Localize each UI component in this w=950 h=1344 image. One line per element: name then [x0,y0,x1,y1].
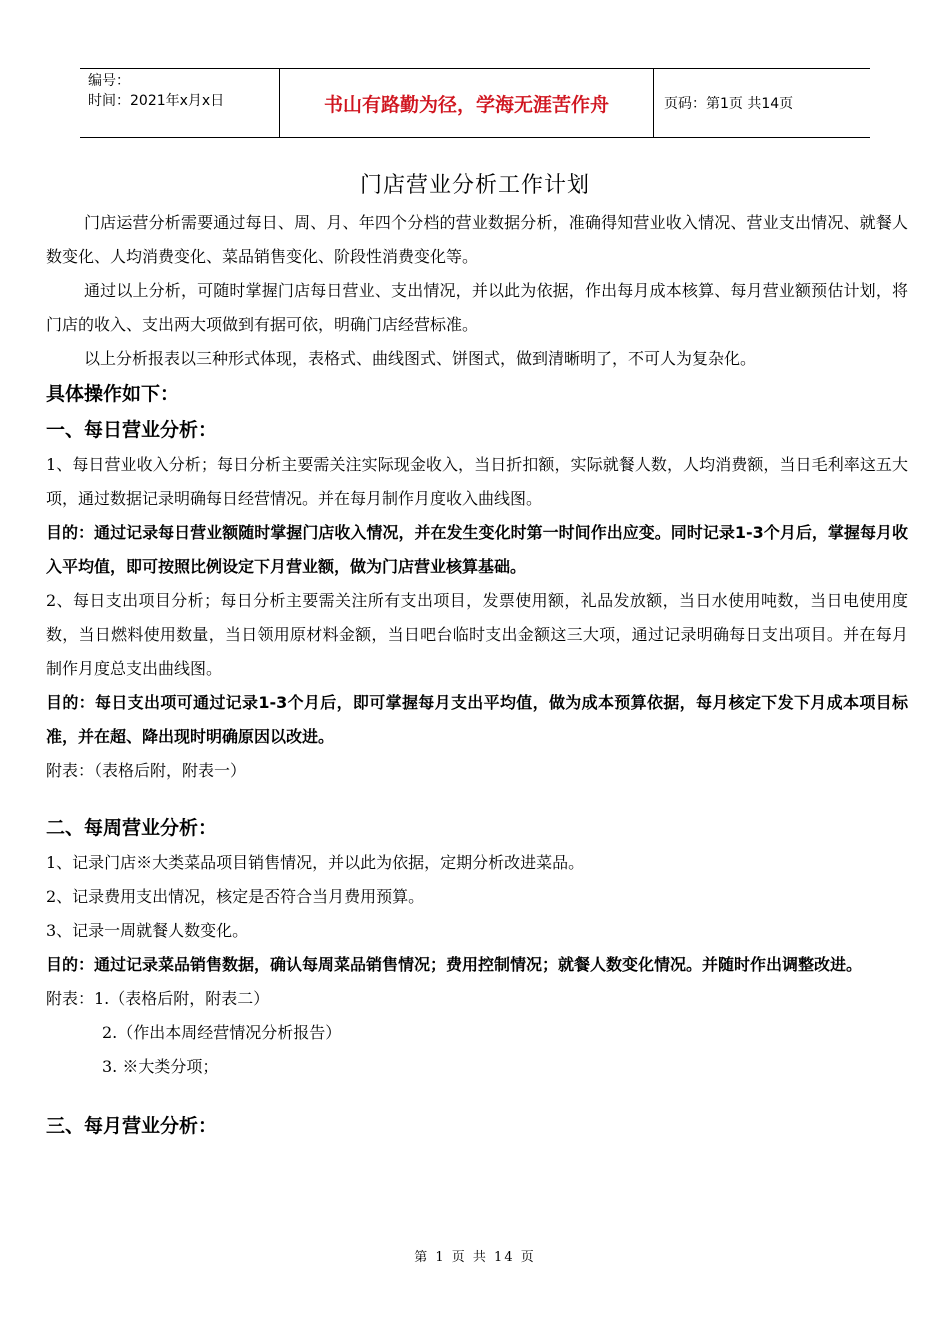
document-body [46,206,908,1144]
intro-paragraph-3: 以上分析报表以三种形式体现，表格式、曲线图式、饼图式，做到清晰明了，不可人为复杂化。 [84,349,757,368]
ops-heading: 具体操作如下： [46,383,180,405]
section-2-appendix-3: 3. ※大类分项； [102,1057,219,1076]
page-footer: 第 1 页 共 14 页 [414,1250,536,1265]
section-1-heading: 一、每日营业分析： [46,419,218,441]
section-3-heading: 三、每月营业分析： [46,1115,218,1137]
spacer [46,788,908,810]
section-2-heading: 二、每周营业分析： [46,817,218,839]
spacer [46,1084,908,1108]
section-2-item-3: 3、记录一周就餐人数变化。 [46,921,249,940]
section-2-item-2: 2、记录费用支出情况，核定是否符合当月费用预算。 [46,887,425,906]
code-label: 编号： [88,73,130,89]
header-meta-cell [80,69,280,137]
header-page-info: 页码：第1页 共14页 [664,96,794,112]
section-1-goal-2: 目的：每日支出项可通过记录1-3个月后，即可掌握每月支出平均值，做为成本预算依据，每月核定下发下月成本项目标准，并在超、降出现时明确原因以改进。 [46,693,908,746]
intro-paragraph-1: 门店运营分析需要通过每日、周、月、年四个分档的营业数据分析，准确得知营业收入情况、营业支出情况、就餐人数变化、人均消费变化、菜品销售变化、阶段性消费变化等。 [46,213,908,266]
section-2-goal: 目的：通过记录菜品销售数据，确认每周菜品销售情况；费用控制情况；就餐人数变化情况。并随时作出调整改进。 [46,955,863,974]
section-1-item-1: 1、每日营业收入分析；每日分析主要需关注实际现金收入，当日折扣额，实际就餐人数，人均消费额，当日毛利率这五大项，通过数据记录明确每日经营情况。并在每月制作月度收入曲线图。 [46,455,908,508]
header-motto: 书山有路勤为径，学海无涯苦作舟 [280,69,654,137]
section-1-appendix: 附表：（表格后附，附表一） [46,761,247,780]
header-table [80,68,870,138]
section-2-item-1: 1、记录门店※大类菜品项目销售情况，并以此为依据，定期分析改进菜品。 [46,853,585,872]
section-1-item-2: 2、每日支出项目分析；每日分析主要需关注所有支出项目，发票使用额，礼品发放额，当日水使用吨数，当日电使用度数，当日燃料使用数量，当日领用原材料金额，当日吧台临时支出金额这三大项，通过记录明确每日支出项目。并在每月制作月度总支出曲线图。 [46,591,908,678]
section-2-appendix-2: 2.（作出本周经营情况分析报告） [102,1023,342,1042]
section-2-appendix-1: 附表：1.（表格后附，附表二） [46,989,270,1008]
date-label: 时间：2021年x月x日 [88,93,225,109]
section-1-goal-1: 目的：通过记录每日营业额随时掌握门店收入情况，并在发生变化时第一时间作出应变。同时记录1-3个月后，掌握每月收入平均值，即可按照比例设定下月营业额，做为门店营业核算基础。 [46,523,908,576]
document-title: 门店营业分析工作计划 [359,173,590,198]
intro-paragraph-2: 通过以上分析，可随时掌握门店每日营业、支出情况，并以此为依据，作出每月成本核算、每月营业额预估计划，将门店的收入、支出两大项做到有据可依，明确门店经营标准。 [46,281,908,334]
